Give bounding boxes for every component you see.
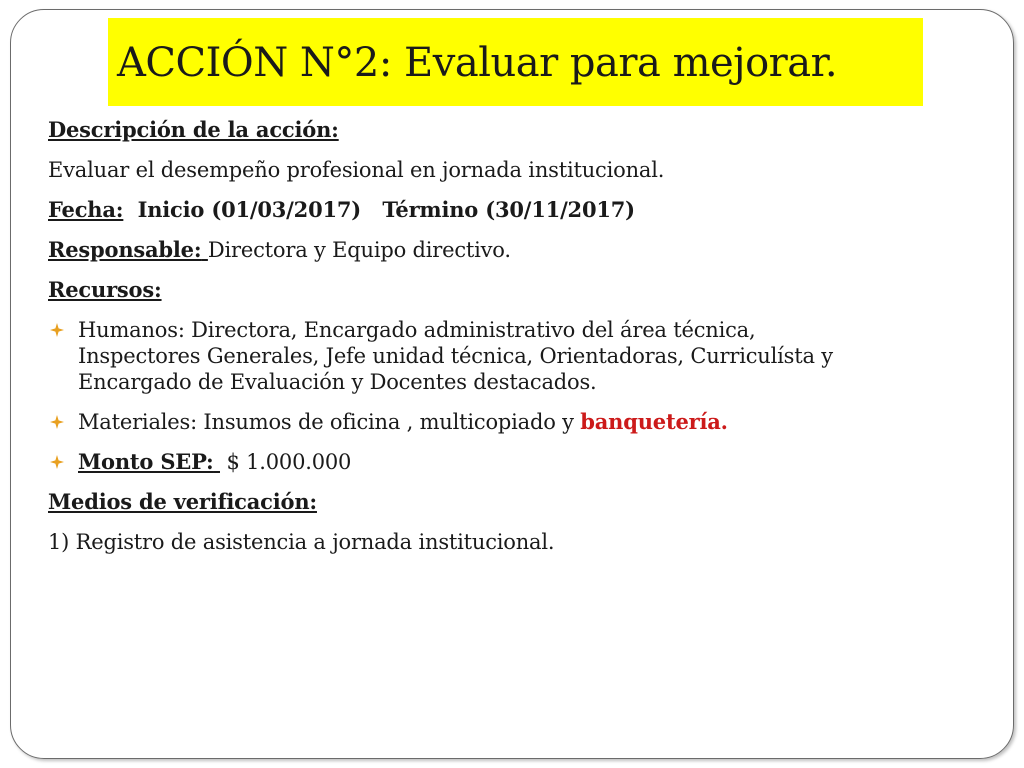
monto-label: Monto SEP: — [78, 449, 214, 474]
monto-value: $ 1.000.000 — [226, 450, 352, 474]
recursos-heading — [48, 277, 978, 303]
responsable-value: Directora y Equipo directivo. — [207, 238, 511, 262]
recursos-label: Recursos: — [48, 277, 162, 302]
recursos-materiales-item — [48, 409, 978, 435]
description-label: Descripción de la acción: — [48, 117, 339, 142]
description-text: Evaluar el desempeño profesional en jornada institucional. — [48, 158, 665, 182]
diamond-bullet-icon — [50, 455, 64, 469]
slide-content — [48, 117, 978, 569]
medios-item: 1) Registro de asistencia a jornada institucional. — [48, 530, 555, 554]
recursos-monto-item — [48, 449, 978, 475]
materiales-text: Materiales: Insumos de oficina , multicopiado y — [78, 410, 574, 434]
humanos-line-3: Encargado de Evaluación y Docentes destacados. — [78, 370, 597, 394]
recursos-humanos-item — [48, 317, 978, 395]
medios-heading — [48, 489, 978, 515]
fecha-label: Fecha: — [48, 197, 124, 222]
fecha-termino: Término (30/11/2017) — [382, 197, 635, 222]
humanos-line-1: Humanos: Directora, Encargado administrativo del área técnica, — [78, 318, 756, 342]
materiales-highlight: banquetería. — [580, 409, 728, 434]
medios-label: Medios de verificación: — [48, 489, 317, 514]
diamond-bullet-icon — [50, 415, 64, 429]
slide-title: ACCIÓN N°2: Evaluar para mejorar. — [117, 40, 838, 86]
responsable-label: Responsable: — [48, 237, 202, 262]
diamond-bullet-icon — [50, 323, 64, 337]
fecha-line — [48, 197, 978, 223]
description-heading — [48, 117, 978, 143]
humanos-line-2: Inspectores Generales, Jefe unidad técnica, Orientadoras, Curriculísta y — [78, 344, 833, 368]
responsable-line — [48, 237, 978, 263]
fecha-inicio: Inicio (01/03/2017) — [137, 197, 362, 222]
